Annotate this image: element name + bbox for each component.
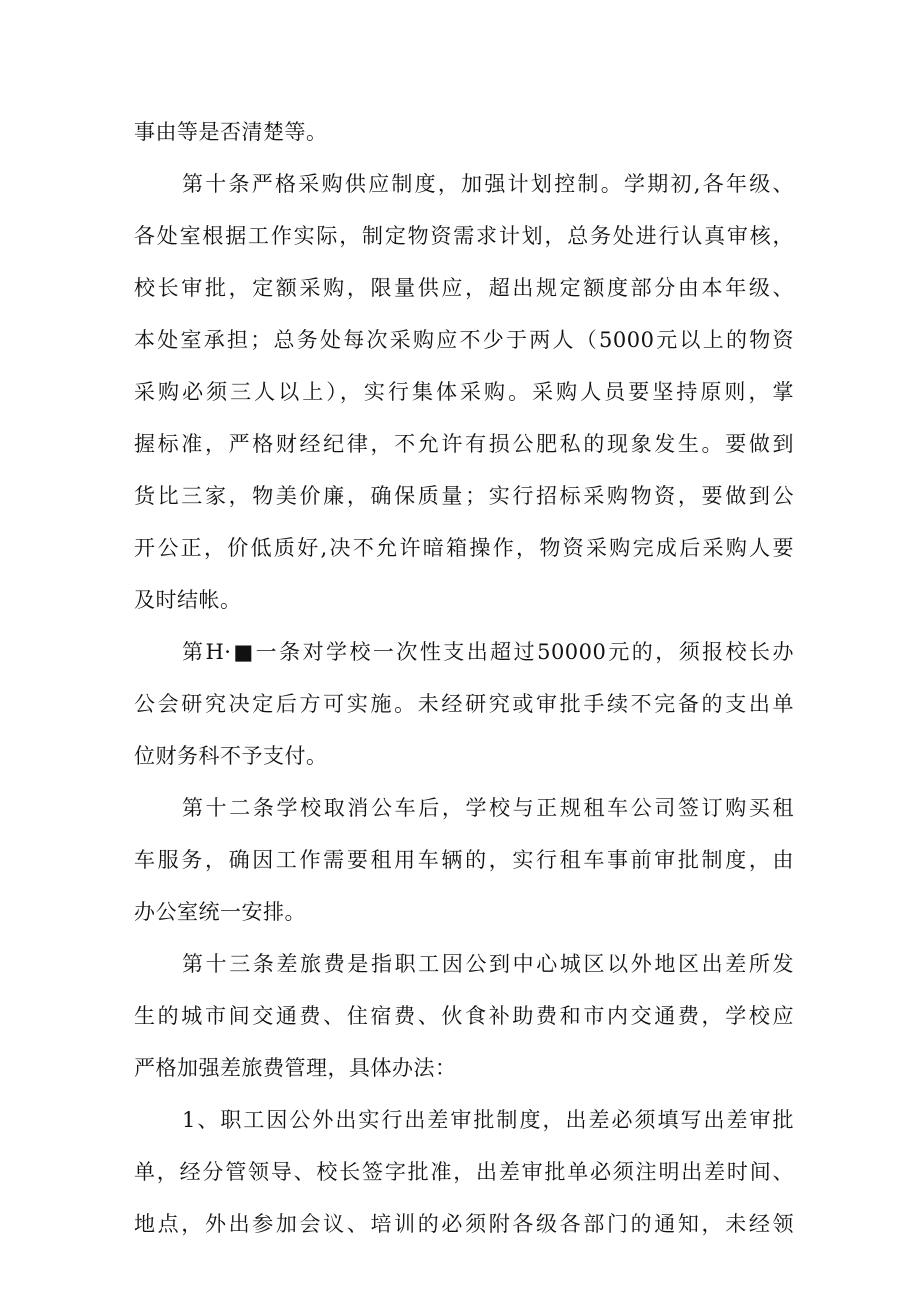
text-line: 及时结帐。: [134, 588, 242, 612]
text-line: 1、职工因公外出实行出差审批制度，出差必须填写出差审批: [182, 1108, 794, 1132]
text-line: 公会研究决定后方可实施。未经研究或审批手续不完备的支出单: [134, 692, 794, 716]
text-line: 生的城市间交通费、住宿费、伙食补助费和市内交通费，学校应: [134, 1004, 794, 1028]
text-line: 单，经分管领导、校长签字批准，出差审批单必须注明出差时间、: [134, 1160, 794, 1184]
text-line: 采购必须三人以上），实行集体采购。采购人员要坚持原则，掌: [134, 380, 794, 404]
paragraph-article-12: [134, 782, 794, 938]
text-line: 开公正，价低质好,决不允许暗箱操作，物资采购完成后采购人要: [134, 536, 794, 560]
paragraph-item-1: [134, 1094, 794, 1250]
text-line: 握标准，严格财经纪律，不允许有损公肥私的现象发生。要做到: [134, 432, 794, 456]
text-line: 第H·■一条对学校一次性支出超过50000元的，须报校长办: [182, 640, 794, 664]
text-line: 地点，外出参加会议、培训的必须附各级各部门的通知，未经领: [134, 1212, 794, 1236]
text-line: 各处室根据工作实际，制定物资需求计划，总务处进行认真审核，: [134, 224, 794, 248]
text-line: 位财务科不予支付。: [134, 744, 328, 768]
text-line: 货比三家，物美价廉，确保质量；实行招标采购物资，要做到公: [134, 484, 794, 508]
text-line: 办公室统一安排。: [134, 900, 306, 924]
text-line: 校长审批，定额采购，限量供应，超出规定额度部分由本年级、: [134, 276, 794, 300]
text-line: 第十二条学校取消公车后，学校与正规租车公司签订购买租: [182, 796, 794, 820]
text-line: 车服务，确因工作需要租用车辆的，实行租车事前审批制度，由: [134, 848, 794, 872]
text-line: 第十三条差旅费是指职工因公到中心城区以外地区出差所发: [182, 952, 794, 976]
text-line: 本处室承担；总务处每次采购应不少于两人（5000元以上的物资: [134, 328, 794, 352]
text-line: 事由等是否清楚等。: [134, 120, 328, 144]
document-body: [134, 106, 794, 1250]
paragraph-article-10: [134, 158, 794, 626]
text-line: 第十条严格采购供应制度，加强计划控制。学期初,各年级、: [182, 172, 794, 196]
paragraph-article-13: [134, 938, 794, 1094]
paragraph-article-11: [134, 626, 794, 782]
text-line: 严格加强差旅费管理，具体办法：: [134, 1056, 457, 1080]
paragraph-1: [134, 106, 794, 158]
